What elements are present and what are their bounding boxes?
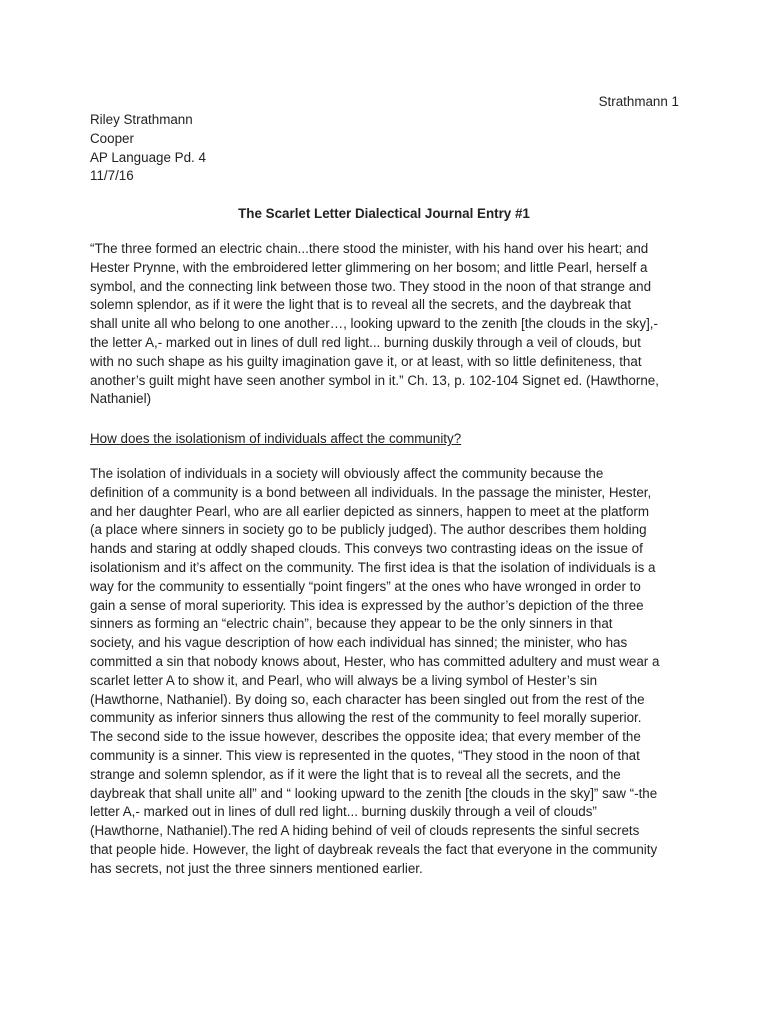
essay-line: scarlet letter A to show it, and Pearl, who will always be a living symbol of Hester’s sin [90,672,598,688]
essay-line: The second side to the issue however, describes the opposite idea; that every member of the [90,729,641,745]
quote-line: Hester Prynne, with the embroidered letter glimmering on her bosom; and little Pearl, herself a [90,259,648,275]
quote-line: solemn splendor, as if it were the light that is to reveal all the secrets, and the daybreak that [90,297,632,313]
student-name: Riley Strathmann [90,112,193,127]
quote-line: shall unite all who belong to one another…, looking upward to the zenith [the clouds in the sky],- [90,316,658,332]
quote-line: symbol, and the connecting link between those two. They stood in the noon of that strange and [90,278,652,294]
essay-line: definition of a community is a bond between all individuals. In the passage the minister, Hester, [90,484,652,500]
essay-line: community as inferior sinners thus allowing the rest of the community to feel morally superior. [90,710,642,726]
essay-line: strange and solemn splendor, as if it were the light that is to reveal all the secrets, and the [90,766,621,782]
essay-line: hands and staring at oddly shaped clouds. This conveys two contrasting ideas on the issue of [90,541,643,557]
document-date: 11/7/16 [90,168,134,184]
essay-line: isolationism and it’s affect on the community. The first idea is that the isolation of individuals is a [90,559,656,575]
essay-question: How does the isolationism of individuals affect the community? [90,431,462,446]
essay-line: society, and his vague description of how each individual has sinned; the minister, who has [90,635,628,651]
essay-line: that people hide. However, the light of daybreak reveals the fact that everyone in the community [90,841,658,857]
essay-line: has secrets, not just the three sinners mentioned earlier. [90,860,423,876]
course-name: AP Language Pd. 4 [90,149,206,165]
quote-line: with no such shape as his guilty imagination gave it, or at least, with so little definiteness, that [90,353,642,369]
essay-line: (Hawthorne, Nathaniel).The red A hiding behind of veil of clouds represents the sinful secrets [90,823,640,839]
mla-heading [90,111,206,186]
essay-line: gain a sense of moral superiority. This idea is expressed by the author’s depiction of the three [90,597,644,613]
essay-line: and her daughter Pearl, who are all earlier depicted as sinners, happen to meet at the platform [90,503,650,519]
quote-line: Nathaniel) [90,391,152,407]
quote-paragraph [90,240,688,409]
quote-line: the letter A,- marked out in lines of dull red light... burning duskily through a veil of clouds, but [90,334,641,350]
teacher-name: Cooper [90,130,134,146]
document-title: The Scarlet Letter Dialectical Journal Entry #1 [238,206,530,221]
essay-line: The isolation of individuals in a society will obviously affect the community because the [90,466,604,481]
quote-line: another’s guilt might have seen another symbol in it.” Ch. 13, p. 102-104 Signet ed. (Hawthorne, [90,372,659,388]
essay-line: (a place where sinners in society go to be publicly judged). The author describes them holding [90,522,647,538]
page-header-label: Strathmann 1 [598,94,679,109]
essay-line: committed a sin that nobody knows about, Hester, who has committed adultery and must wear a [90,653,660,669]
quote-line: “The three formed an electric chain...there stood the minister, with his hand over his heart; and [90,241,649,256]
essay-line: community is a sinner. This view is represented in the quotes, “They stood in the noon of that [90,747,640,763]
essay-line: daybreak that shall unite all” and “ looking upward to the zenith [the clouds in the sky]” saw “-the [90,785,658,801]
essay-line: sinners as forming an “electric chain”, because they appear to be the only sinners in that [90,616,613,632]
essay-line: way for the community to essentially “point fingers” at the ones who have wronged in order to [90,578,641,594]
essay-line: letter A,- marked out in lines of dull red light... burning duskily through a veil of clouds” [90,804,597,820]
essay-paragraph [90,465,688,879]
essay-line: (Hawthorne, Nathaniel). By doing so, each character has been singled out from the rest of the [90,691,645,707]
